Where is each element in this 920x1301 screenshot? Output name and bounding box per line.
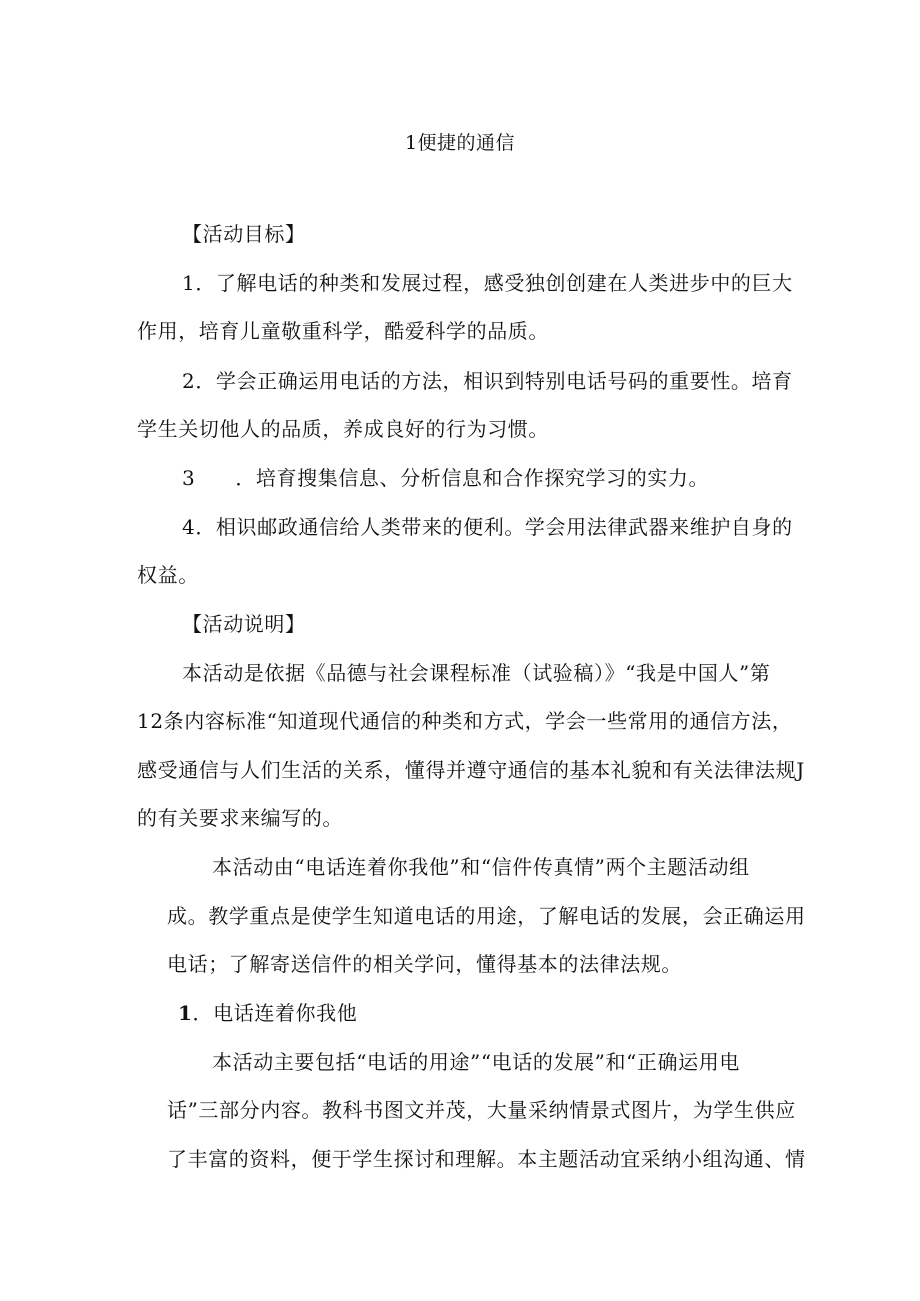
description-para-3-line-1: 本活动主要包括“电话的用途”“电话的发展”和“正确运用电 — [212, 1050, 740, 1074]
objective-3-number: 3 — [182, 466, 196, 490]
objective-2-line-2: 学生关切他人的品质，养成良好的行为习惯。 — [137, 417, 549, 441]
objective-1-line-2: 作用，培育儿童敬重科学，酷爱科学的品质。 — [137, 319, 549, 343]
description-para-3-line-2: 话”三部分内容。教科书图文并茂，大量采纳情景式图片，为学生供应 — [167, 1098, 796, 1122]
objective-3 — [182, 465, 709, 491]
section-heading-description: 【活动说明】 — [182, 612, 306, 636]
description-para-2-line-3: 电话；了解寄送信件的相关学问，懂得基本的法律法规。 — [167, 952, 682, 976]
description-para-1-line-2: 12条内容标准“知道现代通信的种类和方式，学会一些常用的通信方法， — [137, 709, 793, 733]
description-para-1-line-4: 的有关要求来编写的。 — [137, 806, 343, 830]
objective-2-line-1: 2．学会正确运用电话的方法，相识到特别电话号码的重要性。培育 — [182, 369, 793, 393]
description-para-1-line-1: 本活动是依据《品德与社会课程标准（试验稿）》“我是中国人”第 — [182, 661, 771, 685]
objective-1-line-1: 1．了解电话的种类和发展过程，感受独创创建在人类进步中的巨大 — [182, 271, 793, 295]
subsection-1-heading — [178, 1000, 357, 1026]
description-para-1-line-3: 感受通信与人们生活的关系，懂得并遵守通信的基本礼貌和有关法律法规J — [137, 758, 805, 782]
page-title: 1便捷的通信 — [404, 132, 516, 154]
objective-4-line-1: 4．相识邮政通信给人类带来的便利。学会用法律武器来维护自身的 — [182, 515, 793, 539]
subsection-1-number: 1 — [178, 1001, 193, 1025]
description-para-2-line-2: 成。教学重点是使学生知道电话的用途，了解电话的发展，会正确运用 — [167, 904, 806, 928]
objective-3-text: ．培育搜集信息、分析信息和合作探究学习的实力。 — [235, 466, 710, 490]
subsection-1-text: ．电话连着你我他 — [192, 1001, 358, 1025]
description-para-3-line-3: 了丰富的资料，便于学生探讨和理解。本主题活动宜采纳小组沟通、情 — [167, 1147, 806, 1171]
section-heading-objectives: 【活动目标】 — [182, 222, 306, 246]
objective-4-line-2: 权益。 — [137, 563, 199, 587]
description-para-2-line-1: 本活动由“电话连着你我他”和“信件传真情”两个主题活动组 — [212, 855, 750, 879]
